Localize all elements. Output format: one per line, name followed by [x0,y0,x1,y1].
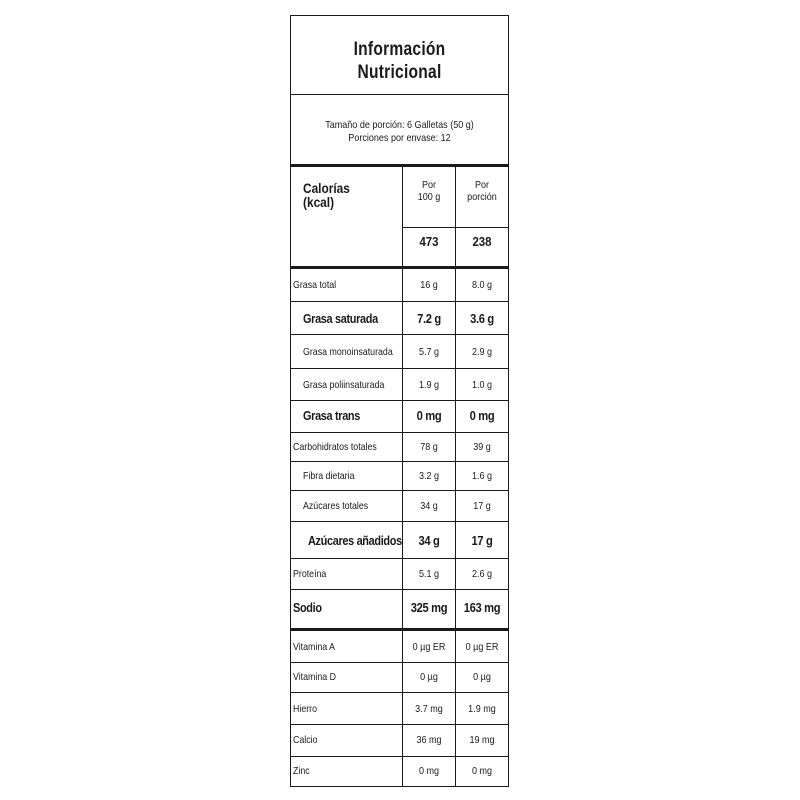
nutrient-value-per-100g: 78 g [420,441,438,453]
nutrient-value-per-100g: 325 mg [410,599,448,615]
nutrition-facts-panel [290,15,509,787]
column-header-per-portion-line-2: porción [467,191,497,203]
servings-per-container: Porciones por envase: 12 [348,132,451,144]
vitamin-label: Zinc [293,765,310,777]
calories-label-line-1: Calorías [303,181,350,196]
nutrient-value-per-portion: 2.9 g [471,346,493,358]
vitamin-value-per-portion: 1.9 mg [468,703,496,715]
nutrient-value-per-100g: 5.7 g [418,346,440,358]
nutrient-value-per-portion: 1.6 g [471,470,493,482]
column-header-per-100g-line-2: 100 g [417,191,441,203]
vitamin-label: Hierro [293,703,318,715]
vitamin-label: Vitamina A [293,641,336,653]
column-header-per-portion-line-1: Por [474,179,490,191]
nutrient-label: Grasa total [293,279,337,291]
nutrient-label: Grasa trans [303,407,361,423]
calories-divider [403,227,509,228]
nutrient-value-per-100g: 1.9 g [418,379,440,391]
nutrient-row-proteina [291,558,508,590]
nutrient-row-azucares-anadidos [291,524,508,556]
vitamin-value-per-100g: 36 mg [416,734,442,746]
vitamin-value-per-100g: 3.7 mg [415,703,443,715]
column-header-per-100g [407,179,452,203]
nutrient-value-per-100g: 16 g [420,279,438,291]
nutrient-value-per-100g: 3.2 g [418,470,440,482]
nutrient-row-grasa-saturada [291,302,508,334]
nutrient-value-per-portion: 2.6 g [471,568,493,580]
nutrient-value-per-portion: 3.6 g [470,310,494,326]
column-divider [402,164,403,787]
vitamin-row-hierro [291,693,508,725]
thick-divider [291,164,508,167]
column-header-per-portion [460,179,505,203]
serving-info [306,119,493,145]
nutrient-value-per-100g: 7.2 g [417,310,441,326]
nutrient-row-grasa-poliinsaturada [291,369,508,401]
nutrient-value-per-100g: 5.1 g [418,568,440,580]
nutrient-label: Grasa monoinsaturada [303,346,393,358]
nutrient-label: Sodio [293,599,322,615]
nutrient-row-grasa-total [291,269,508,301]
nutrient-value-per-portion: 17 g [473,500,491,512]
nutrient-label: Grasa saturada [303,310,378,326]
vitamin-label: Calcio [293,734,318,746]
vitamin-value-per-portion: 0 mg [471,765,493,777]
nutrient-value-per-portion: 17 g [471,532,493,548]
nutrient-value-per-portion: 0 mg [469,407,495,423]
nutrient-value-per-portion: 1.0 g [471,379,493,391]
column-header-per-100g-line-1: Por [421,179,437,191]
calories-per-100g: 473 [419,234,439,249]
vitamin-value-per-portion: 0 µg [473,671,491,683]
nutrient-value-per-100g: 0 mg [416,407,442,423]
calories-per-portion: 238 [472,234,492,249]
title-line-1: Información [353,39,446,60]
nutrient-value-per-100g: 34 g [420,500,438,512]
nutrient-value-per-portion: 8.0 g [471,279,493,291]
nutrient-row-carbohidratos [291,431,508,463]
nutrient-label: Carbohidratos totales [293,441,377,453]
row-divider [291,334,508,335]
vitamin-label: Vitamina D [293,671,336,683]
nutrient-label: Fibra dietaria [303,470,355,482]
nutrient-label: Proteína [293,568,327,580]
divider [291,94,508,95]
nutrient-row-grasa-monoinsaturada [291,336,508,368]
vitamin-value-per-100g: 0 µg [420,671,438,683]
nutrient-value-per-portion: 39 g [473,441,491,453]
column-divider [455,164,456,787]
row-divider [291,589,508,590]
vitamin-value-per-100g: 0 mg [418,765,440,777]
vitamin-row-zinc [291,755,508,787]
nutrient-label: Azúcares añadidos [308,532,402,548]
vitamin-value-per-portion: 19 mg [469,734,495,746]
panel-title [311,38,489,84]
nutrient-value-per-portion: 163 mg [463,599,501,615]
vitamin-value-per-100g: 0 µg ER [412,641,446,653]
nutrient-label: Grasa poliinsaturada [303,379,385,391]
nutrient-row-azucares-totales [291,490,508,522]
calories-label [303,182,350,210]
serving-size: Tamaño de porción: 6 Galletas (50 g) [325,119,474,131]
vitamin-row-calcio [291,724,508,756]
calories-label-line-2: (kcal) [303,195,335,210]
title-line-2: Nutricional [357,62,442,83]
nutrient-row-sodio [291,591,508,623]
nutrient-value-per-100g: 34 g [418,532,440,548]
nutrient-row-fibra-dietaria [291,460,508,492]
vitamin-value-per-portion: 0 µg ER [465,641,499,653]
nutrient-row-grasa-trans [291,399,508,431]
row-divider [291,521,508,522]
vitamin-row-vitamina-d [291,661,508,693]
nutrient-label: Azúcares totales [303,500,369,512]
vitamin-row-vitamina-a [291,631,508,663]
